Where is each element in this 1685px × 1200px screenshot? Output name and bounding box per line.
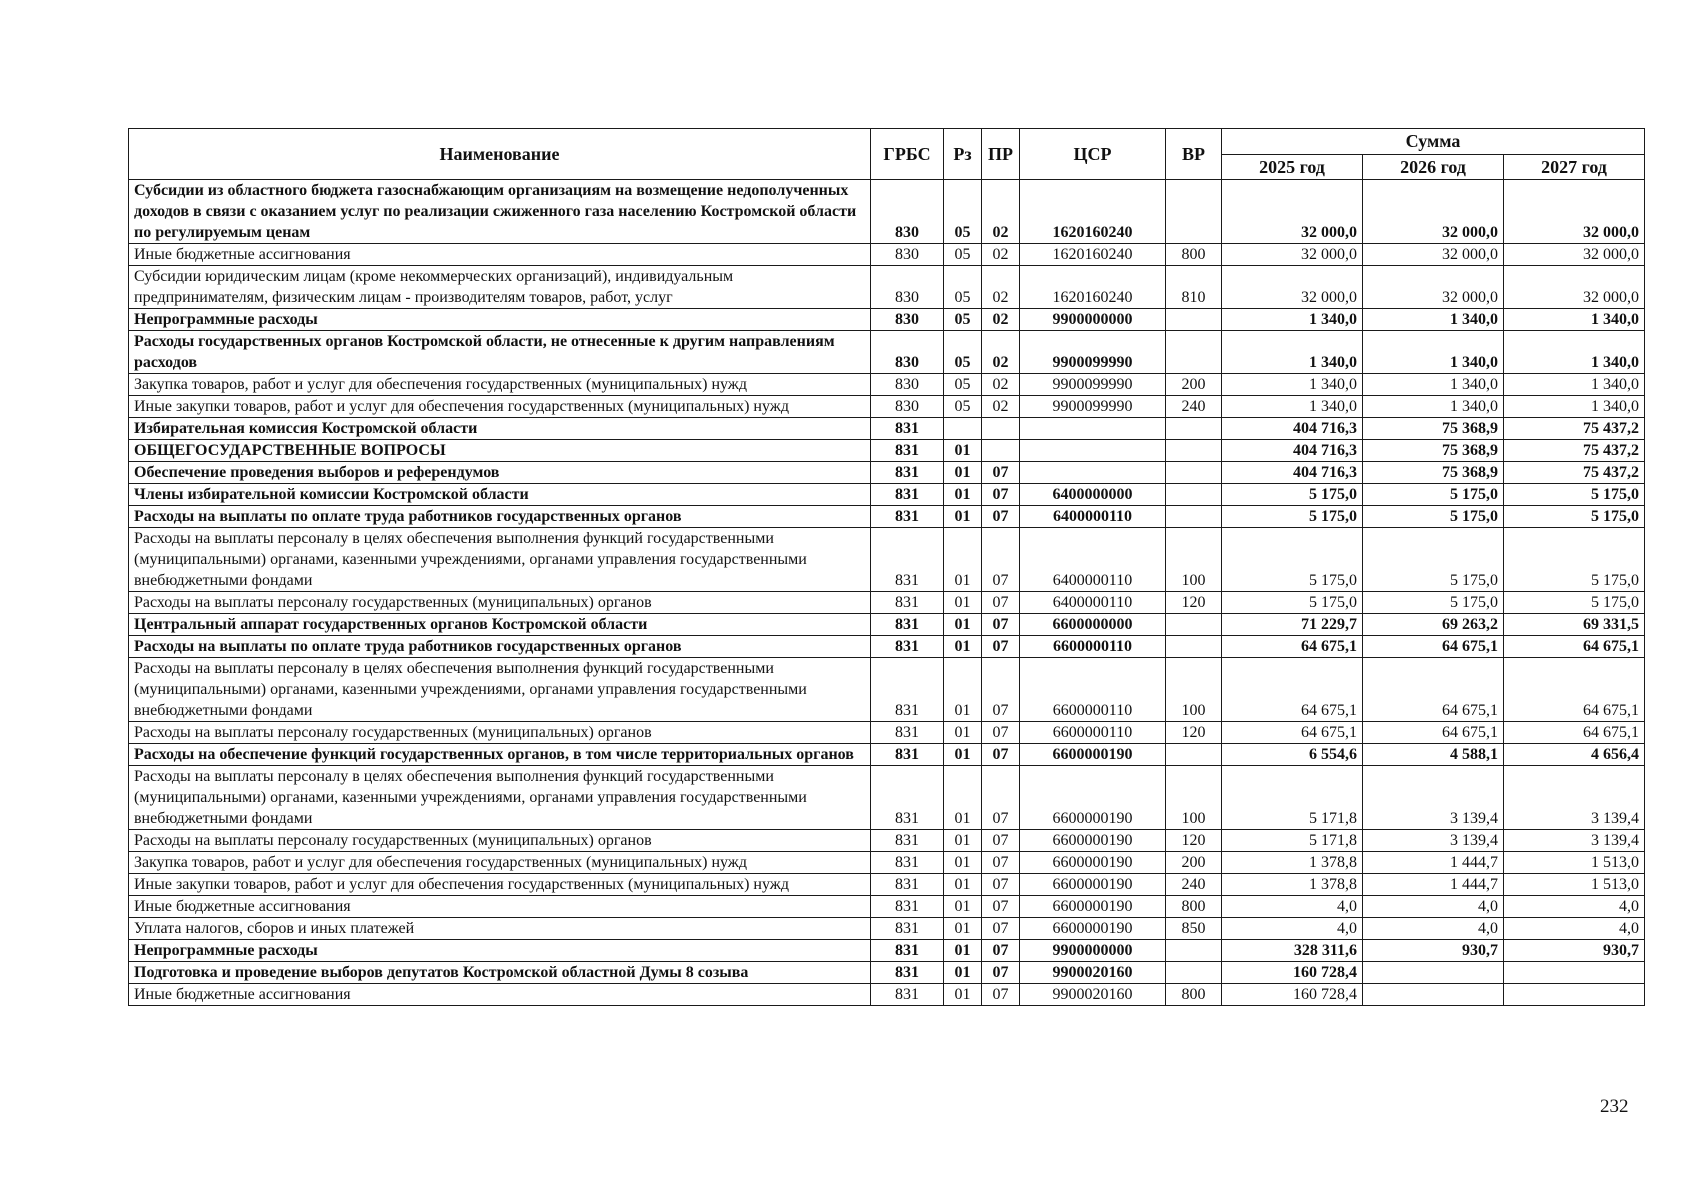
cell-pr: 02 bbox=[982, 331, 1020, 374]
cell-grbs: 831 bbox=[871, 484, 944, 506]
table-row bbox=[129, 462, 1645, 484]
cell-vr: 100 bbox=[1166, 766, 1222, 830]
cell-2027: 64 675,1 bbox=[1504, 658, 1645, 722]
cell-pr: 07 bbox=[982, 528, 1020, 592]
cell-pr: 07 bbox=[982, 830, 1020, 852]
cell-rz: 01 bbox=[944, 744, 982, 766]
cell-pr: 07 bbox=[982, 940, 1020, 962]
cell-2026: 4 588,1 bbox=[1363, 744, 1504, 766]
cell-2025: 404 716,3 bbox=[1222, 462, 1363, 484]
cell-vr: 850 bbox=[1166, 918, 1222, 940]
header-grbs: ГРБС bbox=[871, 129, 944, 180]
cell-2025: 5 175,0 bbox=[1222, 484, 1363, 506]
cell-vr bbox=[1166, 331, 1222, 374]
cell-2025: 6 554,6 bbox=[1222, 744, 1363, 766]
cell-pr bbox=[982, 440, 1020, 462]
cell-grbs: 831 bbox=[871, 418, 944, 440]
cell-2025: 328 311,6 bbox=[1222, 940, 1363, 962]
table-row bbox=[129, 592, 1645, 614]
cell-2027: 5 175,0 bbox=[1504, 592, 1645, 614]
cell-csr: 9900099990 bbox=[1020, 374, 1166, 396]
cell-2027: 32 000,0 bbox=[1504, 180, 1645, 244]
table-row bbox=[129, 874, 1645, 896]
cell-pr: 02 bbox=[982, 266, 1020, 309]
cell-2027 bbox=[1504, 962, 1645, 984]
cell-csr: 9900099990 bbox=[1020, 331, 1166, 374]
cell-2026: 64 675,1 bbox=[1363, 722, 1504, 744]
table-row bbox=[129, 830, 1645, 852]
cell-name: Расходы на выплаты персоналу государственных (муниципальных) органов bbox=[129, 592, 871, 614]
cell-name: Расходы на выплаты персоналу в целях обеспечения выполнения функций государственными (муниципальными) органами, казенными учреждениями, органами управления государственными внебюджетными фондами bbox=[129, 658, 871, 722]
cell-grbs: 830 bbox=[871, 374, 944, 396]
cell-grbs: 831 bbox=[871, 528, 944, 592]
table-row bbox=[129, 244, 1645, 266]
cell-grbs: 831 bbox=[871, 744, 944, 766]
cell-2025: 1 340,0 bbox=[1222, 374, 1363, 396]
cell-2026: 1 444,7 bbox=[1363, 874, 1504, 896]
table-row bbox=[129, 309, 1645, 331]
table-row bbox=[129, 528, 1645, 592]
cell-csr: 6600000000 bbox=[1020, 614, 1166, 636]
cell-grbs: 830 bbox=[871, 180, 944, 244]
table-row bbox=[129, 984, 1645, 1006]
cell-pr: 07 bbox=[982, 506, 1020, 528]
table-row bbox=[129, 614, 1645, 636]
cell-name: Обеспечение проведения выборов и референдумов bbox=[129, 462, 871, 484]
cell-name: Избирательная комиссия Костромской области bbox=[129, 418, 871, 440]
table-row bbox=[129, 506, 1645, 528]
cell-vr bbox=[1166, 484, 1222, 506]
cell-2026: 32 000,0 bbox=[1363, 244, 1504, 266]
cell-csr: 9900000000 bbox=[1020, 940, 1166, 962]
cell-csr: 6600000110 bbox=[1020, 658, 1166, 722]
cell-rz: 01 bbox=[944, 462, 982, 484]
cell-2025: 4,0 bbox=[1222, 918, 1363, 940]
cell-rz: 01 bbox=[944, 830, 982, 852]
cell-2027 bbox=[1504, 984, 1645, 1006]
cell-rz: 05 bbox=[944, 244, 982, 266]
cell-2025: 1 340,0 bbox=[1222, 309, 1363, 331]
table-header bbox=[129, 129, 1645, 180]
cell-name: Расходы на выплаты персоналу в целях обеспечения выполнения функций государственными (муниципальными) органами, казенными учреждениями, органами управления государственными внебюджетными фондами bbox=[129, 528, 871, 592]
cell-csr: 1620160240 bbox=[1020, 244, 1166, 266]
cell-csr: 6400000000 bbox=[1020, 484, 1166, 506]
cell-2027: 32 000,0 bbox=[1504, 244, 1645, 266]
cell-pr: 07 bbox=[982, 614, 1020, 636]
cell-2026: 32 000,0 bbox=[1363, 180, 1504, 244]
cell-grbs: 831 bbox=[871, 636, 944, 658]
cell-csr: 6600000190 bbox=[1020, 918, 1166, 940]
table-row bbox=[129, 918, 1645, 940]
header-name: Наименование bbox=[129, 129, 871, 180]
cell-rz: 01 bbox=[944, 984, 982, 1006]
cell-vr: 810 bbox=[1166, 266, 1222, 309]
cell-2027: 1 340,0 bbox=[1504, 396, 1645, 418]
header-year-2025: 2025 год bbox=[1222, 155, 1363, 180]
cell-2025: 1 378,8 bbox=[1222, 852, 1363, 874]
table-row bbox=[129, 266, 1645, 309]
cell-rz: 01 bbox=[944, 962, 982, 984]
cell-name: Подготовка и проведение выборов депутатов Костромской областной Думы 8 созыва bbox=[129, 962, 871, 984]
cell-2027: 1 340,0 bbox=[1504, 374, 1645, 396]
cell-2026: 64 675,1 bbox=[1363, 658, 1504, 722]
cell-rz bbox=[944, 418, 982, 440]
cell-2025: 4,0 bbox=[1222, 896, 1363, 918]
cell-name: Расходы на выплаты персоналу государственных (муниципальных) органов bbox=[129, 722, 871, 744]
cell-2027: 5 175,0 bbox=[1504, 528, 1645, 592]
cell-rz: 01 bbox=[944, 766, 982, 830]
header-sum: Сумма bbox=[1222, 129, 1645, 155]
cell-csr: 1620160240 bbox=[1020, 266, 1166, 309]
cell-csr: 6600000190 bbox=[1020, 874, 1166, 896]
cell-grbs: 831 bbox=[871, 592, 944, 614]
table-row bbox=[129, 744, 1645, 766]
cell-2027: 64 675,1 bbox=[1504, 636, 1645, 658]
cell-grbs: 831 bbox=[871, 896, 944, 918]
cell-name: Иные бюджетные ассигнования bbox=[129, 244, 871, 266]
cell-grbs: 831 bbox=[871, 766, 944, 830]
table-row bbox=[129, 722, 1645, 744]
cell-rz: 05 bbox=[944, 374, 982, 396]
cell-2026: 5 175,0 bbox=[1363, 592, 1504, 614]
cell-2027: 69 331,5 bbox=[1504, 614, 1645, 636]
cell-name: Члены избирательной комиссии Костромской области bbox=[129, 484, 871, 506]
cell-csr: 9900099990 bbox=[1020, 396, 1166, 418]
cell-vr bbox=[1166, 418, 1222, 440]
cell-2026: 1 444,7 bbox=[1363, 852, 1504, 874]
cell-rz: 01 bbox=[944, 440, 982, 462]
cell-vr bbox=[1166, 309, 1222, 331]
cell-2027: 3 139,4 bbox=[1504, 766, 1645, 830]
cell-2026: 3 139,4 bbox=[1363, 830, 1504, 852]
cell-pr: 07 bbox=[982, 592, 1020, 614]
cell-csr bbox=[1020, 462, 1166, 484]
cell-2027: 1 340,0 bbox=[1504, 309, 1645, 331]
cell-rz: 05 bbox=[944, 266, 982, 309]
cell-2027: 1 513,0 bbox=[1504, 852, 1645, 874]
cell-grbs: 831 bbox=[871, 830, 944, 852]
cell-pr: 07 bbox=[982, 462, 1020, 484]
cell-grbs: 831 bbox=[871, 962, 944, 984]
cell-2026 bbox=[1363, 962, 1504, 984]
cell-2025: 32 000,0 bbox=[1222, 180, 1363, 244]
cell-2025: 1 378,8 bbox=[1222, 874, 1363, 896]
cell-name: Расходы на выплаты персоналу в целях обеспечения выполнения функций государственными (муниципальными) органами, казенными учреждениями, органами управления государственными внебюджетными фондами bbox=[129, 766, 871, 830]
cell-rz: 01 bbox=[944, 852, 982, 874]
cell-rz: 01 bbox=[944, 658, 982, 722]
table-row bbox=[129, 418, 1645, 440]
cell-name: Иные закупки товаров, работ и услуг для обеспечения государственных (муниципальных) нужд bbox=[129, 874, 871, 896]
cell-rz: 01 bbox=[944, 506, 982, 528]
cell-vr bbox=[1166, 940, 1222, 962]
cell-name: Центральный аппарат государственных органов Костромской области bbox=[129, 614, 871, 636]
cell-2026: 5 175,0 bbox=[1363, 528, 1504, 592]
header-rz: Рз bbox=[944, 129, 982, 180]
cell-2026: 4,0 bbox=[1363, 896, 1504, 918]
cell-grbs: 831 bbox=[871, 874, 944, 896]
cell-rz: 01 bbox=[944, 484, 982, 506]
cell-2027: 5 175,0 bbox=[1504, 484, 1645, 506]
cell-rz: 05 bbox=[944, 396, 982, 418]
cell-2027: 930,7 bbox=[1504, 940, 1645, 962]
cell-csr: 6600000190 bbox=[1020, 852, 1166, 874]
header-year-2026: 2026 год bbox=[1363, 155, 1504, 180]
cell-2027: 1 513,0 bbox=[1504, 874, 1645, 896]
table-row bbox=[129, 331, 1645, 374]
cell-name: Непрограммные расходы bbox=[129, 940, 871, 962]
cell-grbs: 830 bbox=[871, 244, 944, 266]
cell-grbs: 831 bbox=[871, 614, 944, 636]
cell-2025: 64 675,1 bbox=[1222, 636, 1363, 658]
cell-csr: 6400000110 bbox=[1020, 506, 1166, 528]
cell-rz: 01 bbox=[944, 592, 982, 614]
cell-2025: 1 340,0 bbox=[1222, 331, 1363, 374]
cell-2026: 930,7 bbox=[1363, 940, 1504, 962]
cell-vr: 240 bbox=[1166, 396, 1222, 418]
cell-vr: 800 bbox=[1166, 244, 1222, 266]
cell-csr: 6400000110 bbox=[1020, 528, 1166, 592]
cell-pr: 07 bbox=[982, 658, 1020, 722]
cell-2025: 5 175,0 bbox=[1222, 506, 1363, 528]
table-row bbox=[129, 852, 1645, 874]
cell-pr: 02 bbox=[982, 396, 1020, 418]
cell-csr: 6600000190 bbox=[1020, 744, 1166, 766]
cell-vr bbox=[1166, 180, 1222, 244]
cell-vr: 800 bbox=[1166, 984, 1222, 1006]
cell-csr: 9900020160 bbox=[1020, 984, 1166, 1006]
cell-name: Расходы на обеспечение функций государственных органов, в том числе территориальных органов bbox=[129, 744, 871, 766]
cell-rz: 01 bbox=[944, 874, 982, 896]
cell-2026: 64 675,1 bbox=[1363, 636, 1504, 658]
cell-2025: 64 675,1 bbox=[1222, 658, 1363, 722]
cell-grbs: 830 bbox=[871, 396, 944, 418]
cell-name: Субсидии из областного бюджета газоснабжающим организациям на возмещение недополученных доходов в связи с оказанием услуг по реализации сжиженного газа населению Костромской области по регулируемым ценам bbox=[129, 180, 871, 244]
cell-2025: 5 175,0 bbox=[1222, 528, 1363, 592]
cell-2025: 64 675,1 bbox=[1222, 722, 1363, 744]
cell-2026: 4,0 bbox=[1363, 918, 1504, 940]
table-row bbox=[129, 440, 1645, 462]
cell-pr: 07 bbox=[982, 918, 1020, 940]
cell-pr: 07 bbox=[982, 636, 1020, 658]
cell-vr: 200 bbox=[1166, 374, 1222, 396]
cell-2027: 5 175,0 bbox=[1504, 506, 1645, 528]
cell-pr: 02 bbox=[982, 244, 1020, 266]
cell-grbs: 831 bbox=[871, 984, 944, 1006]
cell-rz: 05 bbox=[944, 309, 982, 331]
cell-2026: 1 340,0 bbox=[1363, 374, 1504, 396]
cell-2025: 160 728,4 bbox=[1222, 962, 1363, 984]
cell-pr: 07 bbox=[982, 766, 1020, 830]
cell-rz: 01 bbox=[944, 528, 982, 592]
cell-2026: 1 340,0 bbox=[1363, 331, 1504, 374]
cell-name: Иные бюджетные ассигнования bbox=[129, 896, 871, 918]
table-row bbox=[129, 896, 1645, 918]
cell-grbs: 830 bbox=[871, 266, 944, 309]
cell-vr: 100 bbox=[1166, 528, 1222, 592]
cell-rz: 01 bbox=[944, 722, 982, 744]
cell-rz: 01 bbox=[944, 614, 982, 636]
table-row bbox=[129, 636, 1645, 658]
cell-vr bbox=[1166, 506, 1222, 528]
cell-grbs: 831 bbox=[871, 852, 944, 874]
budget-table bbox=[128, 128, 1645, 1006]
cell-pr: 07 bbox=[982, 852, 1020, 874]
cell-vr bbox=[1166, 962, 1222, 984]
cell-2025: 404 716,3 bbox=[1222, 418, 1363, 440]
cell-2027: 64 675,1 bbox=[1504, 722, 1645, 744]
table-row bbox=[129, 396, 1645, 418]
cell-2027: 75 437,2 bbox=[1504, 418, 1645, 440]
cell-name: Уплата налогов, сборов и иных платежей bbox=[129, 918, 871, 940]
cell-vr: 100 bbox=[1166, 658, 1222, 722]
table-row bbox=[129, 766, 1645, 830]
cell-name: Закупка товаров, работ и услуг для обеспечения государственных (муниципальных) нужд bbox=[129, 852, 871, 874]
header-csr: ЦСР bbox=[1020, 129, 1166, 180]
cell-2027: 75 437,2 bbox=[1504, 462, 1645, 484]
cell-grbs: 830 bbox=[871, 309, 944, 331]
cell-2025: 5 171,8 bbox=[1222, 766, 1363, 830]
cell-pr: 02 bbox=[982, 180, 1020, 244]
cell-2026: 1 340,0 bbox=[1363, 309, 1504, 331]
cell-2027: 32 000,0 bbox=[1504, 266, 1645, 309]
cell-2026 bbox=[1363, 984, 1504, 1006]
cell-vr: 120 bbox=[1166, 592, 1222, 614]
cell-pr: 02 bbox=[982, 374, 1020, 396]
cell-vr bbox=[1166, 636, 1222, 658]
cell-2026: 32 000,0 bbox=[1363, 266, 1504, 309]
cell-2026: 1 340,0 bbox=[1363, 396, 1504, 418]
cell-pr: 07 bbox=[982, 962, 1020, 984]
cell-2027: 1 340,0 bbox=[1504, 331, 1645, 374]
cell-name: Иные закупки товаров, работ и услуг для обеспечения государственных (муниципальных) нужд bbox=[129, 396, 871, 418]
cell-pr: 07 bbox=[982, 744, 1020, 766]
cell-grbs: 831 bbox=[871, 658, 944, 722]
cell-pr: 07 bbox=[982, 896, 1020, 918]
cell-2025: 5 171,8 bbox=[1222, 830, 1363, 852]
cell-pr: 07 bbox=[982, 722, 1020, 744]
page-number: 232 bbox=[1600, 1096, 1629, 1117]
cell-csr: 6600000190 bbox=[1020, 830, 1166, 852]
table-row bbox=[129, 374, 1645, 396]
cell-pr: 02 bbox=[982, 309, 1020, 331]
cell-vr: 120 bbox=[1166, 830, 1222, 852]
table-row bbox=[129, 658, 1645, 722]
cell-vr bbox=[1166, 744, 1222, 766]
table-row bbox=[129, 484, 1645, 506]
cell-rz: 05 bbox=[944, 331, 982, 374]
header-vr: ВР bbox=[1166, 129, 1222, 180]
cell-rz: 05 bbox=[944, 180, 982, 244]
cell-grbs: 831 bbox=[871, 506, 944, 528]
cell-name: Расходы государственных органов Костромской области, не отнесенные к другим направлениям расходов bbox=[129, 331, 871, 374]
cell-name: Иные бюджетные ассигнования bbox=[129, 984, 871, 1006]
cell-grbs: 831 bbox=[871, 918, 944, 940]
cell-2025: 32 000,0 bbox=[1222, 266, 1363, 309]
cell-name: Расходы на выплаты персоналу государственных (муниципальных) органов bbox=[129, 830, 871, 852]
cell-2025: 160 728,4 bbox=[1222, 984, 1363, 1006]
cell-2025: 71 229,7 bbox=[1222, 614, 1363, 636]
cell-2027: 4,0 bbox=[1504, 918, 1645, 940]
cell-name: Расходы на выплаты по оплате труда работников государственных органов bbox=[129, 636, 871, 658]
cell-name: Субсидии юридическим лицам (кроме некоммерческих организаций), индивидуальным предпринимателям, физическим лицам - производителям товаров, работ, услуг bbox=[129, 266, 871, 309]
cell-vr bbox=[1166, 440, 1222, 462]
cell-name: Закупка товаров, работ и услуг для обеспечения государственных (муниципальных) нужд bbox=[129, 374, 871, 396]
cell-grbs: 831 bbox=[871, 462, 944, 484]
cell-grbs: 831 bbox=[871, 940, 944, 962]
cell-grbs: 831 bbox=[871, 722, 944, 744]
cell-csr bbox=[1020, 440, 1166, 462]
cell-2026: 5 175,0 bbox=[1363, 506, 1504, 528]
table-row bbox=[129, 962, 1645, 984]
cell-2026: 69 263,2 bbox=[1363, 614, 1504, 636]
cell-2026: 75 368,9 bbox=[1363, 462, 1504, 484]
cell-pr bbox=[982, 418, 1020, 440]
cell-2025: 5 175,0 bbox=[1222, 592, 1363, 614]
cell-rz: 01 bbox=[944, 940, 982, 962]
cell-csr: 6600000110 bbox=[1020, 636, 1166, 658]
cell-vr: 800 bbox=[1166, 896, 1222, 918]
cell-csr: 1620160240 bbox=[1020, 180, 1166, 244]
cell-csr: 9900020160 bbox=[1020, 962, 1166, 984]
table-body bbox=[129, 180, 1645, 1006]
cell-csr: 6600000190 bbox=[1020, 896, 1166, 918]
cell-vr bbox=[1166, 614, 1222, 636]
cell-2026: 5 175,0 bbox=[1363, 484, 1504, 506]
cell-2027: 4 656,4 bbox=[1504, 744, 1645, 766]
cell-rz: 01 bbox=[944, 918, 982, 940]
budget-document bbox=[128, 128, 1644, 1006]
table-row bbox=[129, 940, 1645, 962]
cell-name: Расходы на выплаты по оплате труда работников государственных органов bbox=[129, 506, 871, 528]
cell-2025: 1 340,0 bbox=[1222, 396, 1363, 418]
cell-pr: 07 bbox=[982, 874, 1020, 896]
cell-csr: 9900000000 bbox=[1020, 309, 1166, 331]
header-year-2027: 2027 год bbox=[1504, 155, 1645, 180]
cell-pr: 07 bbox=[982, 984, 1020, 1006]
cell-csr: 6400000110 bbox=[1020, 592, 1166, 614]
cell-2025: 404 716,3 bbox=[1222, 440, 1363, 462]
cell-2027: 3 139,4 bbox=[1504, 830, 1645, 852]
header-pr: ПР bbox=[982, 129, 1020, 180]
cell-csr: 6600000110 bbox=[1020, 722, 1166, 744]
cell-2027: 4,0 bbox=[1504, 896, 1645, 918]
cell-vr: 120 bbox=[1166, 722, 1222, 744]
cell-name: Непрограммные расходы bbox=[129, 309, 871, 331]
cell-2026: 75 368,9 bbox=[1363, 440, 1504, 462]
cell-grbs: 831 bbox=[871, 440, 944, 462]
cell-csr bbox=[1020, 418, 1166, 440]
cell-pr: 07 bbox=[982, 484, 1020, 506]
cell-rz: 01 bbox=[944, 636, 982, 658]
cell-grbs: 830 bbox=[871, 331, 944, 374]
cell-rz: 01 bbox=[944, 896, 982, 918]
cell-2027: 75 437,2 bbox=[1504, 440, 1645, 462]
cell-2026: 75 368,9 bbox=[1363, 418, 1504, 440]
cell-vr: 240 bbox=[1166, 874, 1222, 896]
cell-name: ОБЩЕГОСУДАРСТВЕННЫЕ ВОПРОСЫ bbox=[129, 440, 871, 462]
cell-vr bbox=[1166, 462, 1222, 484]
cell-2026: 3 139,4 bbox=[1363, 766, 1504, 830]
cell-csr: 6600000190 bbox=[1020, 766, 1166, 830]
cell-vr: 200 bbox=[1166, 852, 1222, 874]
table-row bbox=[129, 180, 1645, 244]
cell-2025: 32 000,0 bbox=[1222, 244, 1363, 266]
